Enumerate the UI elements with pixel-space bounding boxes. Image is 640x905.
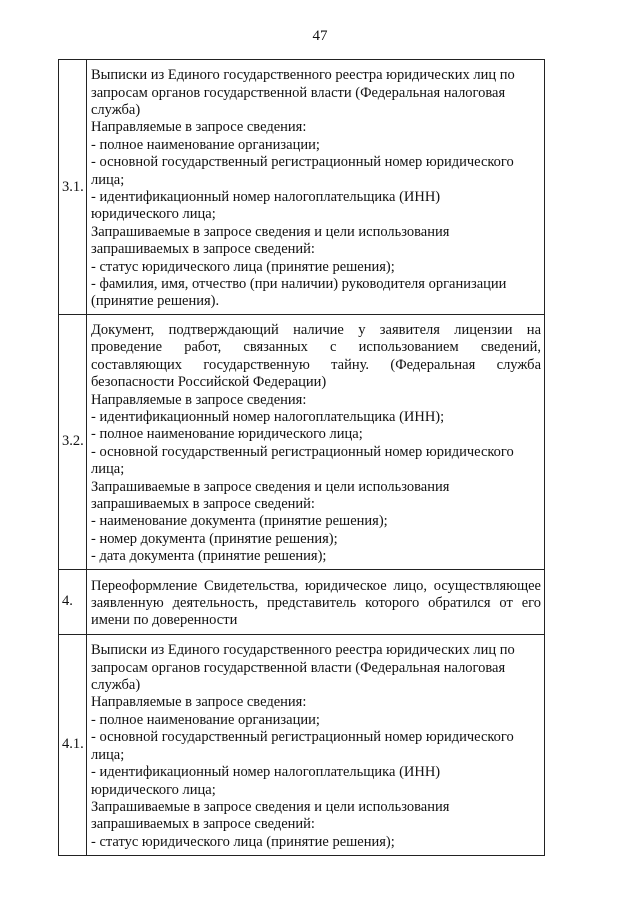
row-heading: Переоформление Свидетельства, юридическое лицо, осуществляющее заявленную деятельность, представитель которого обратился от его имени по доверенности: [91, 577, 541, 629]
list-item: - идентификационный номер налогоплательщика (ИНН);: [91, 409, 445, 426]
row-content: [87, 315, 545, 570]
row-number: 3.2.: [59, 315, 87, 570]
row-content: [87, 60, 545, 315]
list-item: - наименование документа (принятие решения);: [91, 513, 388, 530]
sent-label: Направляемые в запросе сведения:: [91, 119, 307, 136]
list-item: - дата документа (принятие решения);: [91, 548, 327, 565]
requested-label: Запрашиваемые в запросе сведения и цели использования запрашиваемых в запросе сведений:: [91, 223, 450, 258]
table-row: [59, 315, 545, 570]
row-content: [87, 634, 545, 855]
table-row: [59, 569, 545, 634]
row-number: 4.: [59, 569, 87, 634]
list-item: - основной государственный регистрационный номер юридического лица;: [91, 154, 514, 188]
table-row: [59, 634, 545, 855]
sent-label: Направляемые в запросе сведения:: [91, 694, 307, 711]
row-heading: Документ, подтверждающий наличие у заявителя лицензии на проведение работ, связанных с использованием сведений, составляющих государственную тайну. (Федеральная служба безопасности Российской Федерации): [91, 322, 541, 391]
list-item: - основной государственный регистрационный номер юридического лица;: [91, 729, 514, 763]
list-item: - полное наименование организации;: [91, 711, 320, 728]
list-item: - идентификационный номер налогоплательщика (ИНН) юридического лица;: [91, 764, 441, 798]
row-heading: Выписки из Единого государственного реестра юридических лиц по запросам органов государственной власти (Федеральная налоговая служба): [91, 67, 515, 118]
list-item: - номер документа (принятие решения);: [91, 530, 338, 547]
row-number: 3.1.: [59, 60, 87, 315]
page-number: 47: [312, 28, 328, 44]
list-item: - фамилия, имя, отчество (при наличии) руководителя организации (принятие решения).: [91, 276, 507, 310]
list-item: - полное наименование организации;: [91, 136, 320, 153]
row-number: 4.1.: [59, 634, 87, 855]
document-table: [58, 59, 545, 856]
table-row: [59, 60, 545, 315]
list-item: - идентификационный номер налогоплательщика (ИНН) юридического лица;: [91, 189, 441, 223]
list-item: - полное наименование юридического лица;: [91, 426, 363, 443]
requested-label: Запрашиваемые в запросе сведения и цели использования запрашиваемых в запросе сведений:: [91, 798, 450, 833]
list-item: - статус юридического лица (принятие решения);: [91, 258, 395, 275]
list-item: - статус юридического лица (принятие решения);: [91, 833, 395, 850]
list-item: - основной государственный регистрационный номер юридического лица;: [91, 443, 514, 478]
sent-label: Направляемые в запросе сведения:: [91, 391, 307, 408]
row-heading: Выписки из Единого государственного реестра юридических лиц по запросам органов государственной власти (Федеральная налоговая служба): [91, 642, 515, 694]
row-content: [87, 569, 545, 634]
requested-label: Запрашиваемые в запросе сведения и цели использования запрашиваемых в запросе сведений:: [91, 478, 450, 513]
